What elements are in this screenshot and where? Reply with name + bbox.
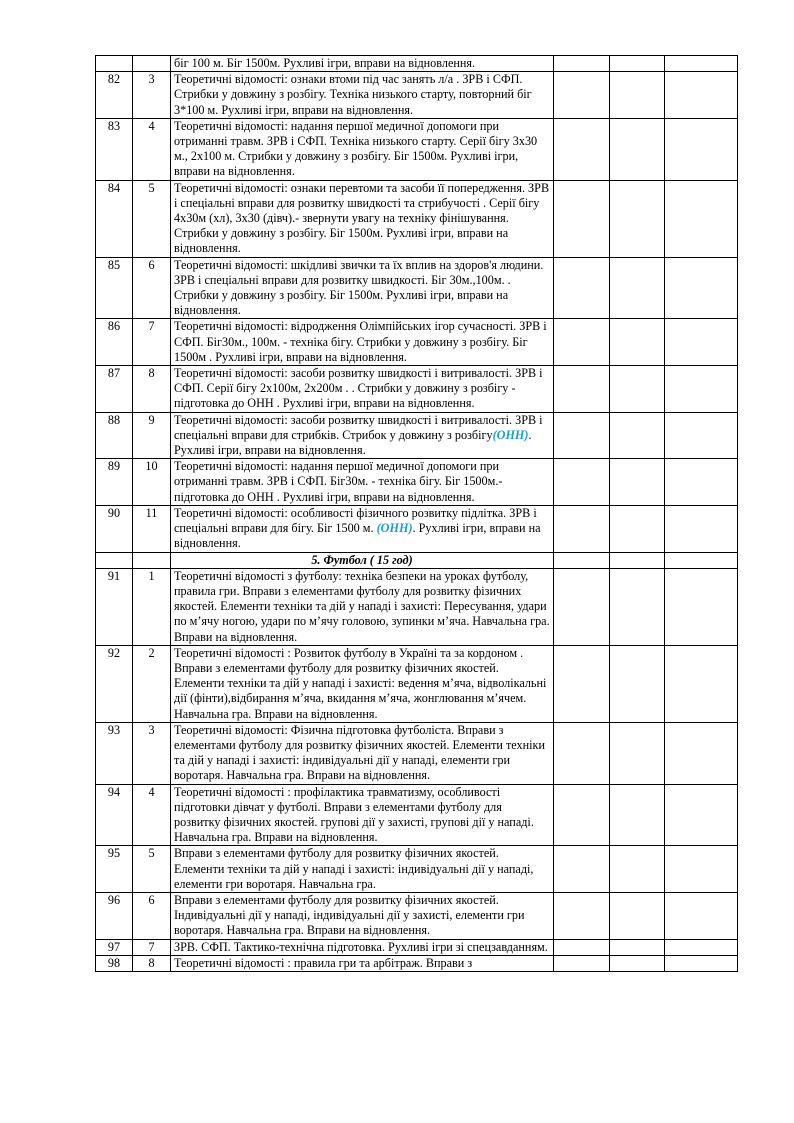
lesson-number: 93: [96, 722, 133, 784]
lesson-content-cell: [171, 180, 554, 257]
date-cell: [554, 505, 610, 552]
topic-lesson-cell: [133, 56, 171, 72]
lesson-content: Теоретичні відомості: шкідливі звички та їх вплив на здоров'я людини. ЗРВ і спеціальні вправи для розвитку швидкості. Біг 30м.,100м. . Стрибки у довжину з розбігу. Біг 1500м. Рухливі ігри, вправи на відновлення.: [174, 257, 544, 318]
lesson-number: 83: [96, 118, 133, 180]
date-cell: [610, 180, 665, 257]
note-cell: [665, 645, 738, 722]
topic-lesson-number: 1: [133, 568, 171, 645]
note-cell: [665, 118, 738, 180]
table-row: [96, 180, 738, 257]
date-cell: [554, 722, 610, 784]
lesson-content-cell: [171, 955, 554, 971]
lesson-content: Теоретичні відомості з футболу: техніка безпеки на уроках футболу, правила гри. Вправи з елементами футболу для розвитку фізичних якостей. Елементи техніки та дій у нападі і захисті: Пересування, удари по м’ячу ногою, удари по м’ячу головою, зупинки м’яча. Навчальна гра. Вправи на відновлення.: [174, 568, 550, 644]
lesson-content-cell: [171, 319, 554, 366]
topic-lesson-number: 8: [133, 366, 171, 413]
lesson-content-cell: [171, 939, 554, 955]
topic-lesson-number: 3: [133, 722, 171, 784]
lesson-number: 97: [96, 939, 133, 955]
date-cell: [554, 784, 610, 846]
topic-lesson-number: 7: [133, 319, 171, 366]
lesson-content-cell: [171, 412, 554, 459]
lesson-content-cell: [171, 366, 554, 413]
date-cell: [554, 939, 610, 955]
lesson-content-cell: [171, 722, 554, 784]
lesson-content: Теоретичні відомості : правила гри та арбітраж. Вправи з: [174, 955, 473, 970]
topic-lesson-number: 11: [133, 505, 171, 552]
lesson-number: 85: [96, 257, 133, 319]
lesson-number: 87: [96, 366, 133, 413]
topic-lesson-cell: [133, 552, 171, 568]
table-row: [96, 118, 738, 180]
note-cell: [665, 568, 738, 645]
onn-marker: (ОНН): [376, 521, 413, 536]
date-cell: [610, 722, 665, 784]
note-cell: [665, 319, 738, 366]
lesson-content-cell: [171, 257, 554, 319]
topic-lesson-number: 7: [133, 939, 171, 955]
lesson-content: Теоретичні відомості: засоби розвитку швидкості і витривалості. ЗРВ і СФП. Серії бігу 2х100м, 2х200м . . Стрибки у довжину з розбігу - підготовка до ОНН . Рухливі ігри, вправи на відновлення.: [174, 366, 543, 411]
date-cell: [554, 645, 610, 722]
lesson-content-cell: [171, 892, 554, 939]
lesson-number: 91: [96, 568, 133, 645]
lesson-content-part: Теоретичні відомості: засоби розвитку швидкості і витривалості. ЗРВ і спеціальні вправи для стрибків. Стрибок у довжину з розбігу: [174, 412, 543, 442]
date-cell: [554, 412, 610, 459]
topic-lesson-number: 8: [133, 955, 171, 971]
topic-lesson-number: 4: [133, 784, 171, 846]
topic-lesson-number: 4: [133, 118, 171, 180]
date-cell: [610, 366, 665, 413]
lesson-content: біг 100 м. Біг 1500м. Рухливі ігри, вправи на відновлення.: [174, 56, 476, 70]
lesson-number-cell: [96, 56, 133, 72]
lesson-plan-page: [95, 55, 738, 972]
table-row: [96, 72, 738, 119]
note-cell: [665, 846, 738, 893]
lesson-number-cell: [96, 552, 133, 568]
note-cell: [665, 552, 738, 568]
note-cell: [665, 366, 738, 413]
lesson-plan-table: [95, 55, 738, 972]
date-cell: [554, 892, 610, 939]
lesson-content: Теоретичні відомості : профілактика травматизму, особливості підготовки дівчат у футболі. Вправи з елементами футболу для розвитку фізичних якостей. групові дії у захисті, групові дії у нападі. Навчальна гра. Вправи на відновлення.: [174, 784, 534, 845]
table-row: [96, 56, 738, 72]
date-cell: [610, 955, 665, 971]
section-title: 5. Футбол ( 15 год): [171, 552, 554, 568]
note-cell: [665, 56, 738, 72]
date-cell: [610, 645, 665, 722]
lesson-number: 86: [96, 319, 133, 366]
topic-lesson-number: 9: [133, 412, 171, 459]
note-cell: [665, 180, 738, 257]
lesson-content-cell: [171, 56, 554, 72]
table-row: [96, 939, 738, 955]
date-cell: [554, 319, 610, 366]
table-row: [96, 892, 738, 939]
note-cell: [665, 722, 738, 784]
lesson-content-cell: [171, 846, 554, 893]
table-row: [96, 412, 738, 459]
note-cell: [665, 459, 738, 506]
topic-lesson-number: 6: [133, 257, 171, 319]
lesson-content-cell: [171, 72, 554, 119]
date-cell: [610, 552, 665, 568]
date-cell: [610, 56, 665, 72]
onn-marker: (ОНН): [492, 427, 529, 442]
lesson-content-part: . Рухливі ігри, вправи на відновлення.: [174, 427, 532, 458]
lesson-number: 96: [96, 892, 133, 939]
date-cell: [554, 180, 610, 257]
date-cell: [610, 257, 665, 319]
table-row: [96, 722, 738, 784]
table-row: [96, 459, 738, 506]
lesson-number: 95: [96, 846, 133, 893]
table-row: [96, 505, 738, 552]
date-cell: [610, 72, 665, 119]
lesson-number: 92: [96, 645, 133, 722]
lesson-number: 90: [96, 505, 133, 552]
lesson-content-cell: [171, 118, 554, 180]
lesson-number: 89: [96, 459, 133, 506]
lesson-content: Теоретичні відомості: Фізична підготовка футболіста. Вправи з елементами футболу для розвитку фізичних якостей. Елементи техніки та дій у нападі і захисті: індивідуальні дії у нападі, елементи гри воротаря. Навчальна гра. Вправи на відновлення.: [174, 722, 546, 783]
topic-lesson-number: 2: [133, 645, 171, 722]
note-cell: [665, 505, 738, 552]
lesson-number: 84: [96, 180, 133, 257]
note-cell: [665, 892, 738, 939]
date-cell: [554, 955, 610, 971]
table-row: [96, 645, 738, 722]
table-row: [96, 784, 738, 846]
date-cell: [610, 505, 665, 552]
lesson-number: 94: [96, 784, 133, 846]
date-cell: [610, 939, 665, 955]
date-cell: [610, 568, 665, 645]
topic-lesson-number: 6: [133, 892, 171, 939]
lesson-number: 88: [96, 412, 133, 459]
note-cell: [665, 72, 738, 119]
date-cell: [554, 366, 610, 413]
lesson-content: Теоретичні відомості: надання першої медичної допомоги при отриманні травм. ЗРВ і СФП. Техніка низького старту. Серії бігу 3х30 м., 2х100 м. Стрибки у довжину з розбігу. Біг 1500м. Рухливі ігри, вправи на відновлення.: [174, 118, 538, 179]
lesson-content: [174, 413, 550, 459]
topic-lesson-number: 5: [133, 180, 171, 257]
section-header-row: [96, 552, 738, 568]
lesson-number: 98: [96, 955, 133, 971]
lesson-content: Вправи з елементами футболу для розвитку фізичних якостей. Індивідуальні дії у нападі, індивідуальні дії у захисті, елементи гри воротаря. Навчальна гра. Вправи на відновлення.: [174, 892, 525, 938]
note-cell: [665, 955, 738, 971]
note-cell: [665, 412, 738, 459]
date-cell: [554, 846, 610, 893]
topic-lesson-number: 5: [133, 846, 171, 893]
date-cell: [554, 257, 610, 319]
table-row: [96, 955, 738, 971]
date-cell: [554, 568, 610, 645]
date-cell: [610, 846, 665, 893]
date-cell: [554, 72, 610, 119]
table-row: [96, 257, 738, 319]
date-cell: [554, 56, 610, 72]
lesson-content: Теоретичні відомості: ознаки втоми під час занять л/а . ЗРВ і СФП. Стрибки у довжину з розбігу. Техніка низького старту, повторний біг 3*100 м. Рухливі ігри, вправи на відновлення.: [174, 72, 532, 117]
date-cell: [610, 412, 665, 459]
lesson-content: Теоретичні відомості: відродження Олімпійських ігор сучасності. ЗРВ і СФП. Біг30м., 100м. - техніка бігу. Стрибки у довжину з розбігу. Біг 1500м . Рухливі ігри, вправи на відновлення.: [174, 319, 547, 364]
lesson-content: Теоретичні відомості: надання першої медичної допомоги при отриманні травм. ЗРВ і СФП. Біг30м. - техніка бігу. Біг 1500м.- підготовка до ОНН . Рухливі ігри, вправи на відновлення.: [174, 459, 503, 504]
date-cell: [554, 118, 610, 180]
date-cell: [610, 319, 665, 366]
table-row: [96, 846, 738, 893]
lesson-content-cell: [171, 568, 554, 645]
topic-lesson-number: 10: [133, 459, 171, 506]
lesson-content-cell: [171, 645, 554, 722]
lesson-content-cell: [171, 459, 554, 506]
date-cell: [610, 459, 665, 506]
date-cell: [610, 118, 665, 180]
date-cell: [610, 784, 665, 846]
note-cell: [665, 784, 738, 846]
table-row: [96, 319, 738, 366]
table-row: [96, 568, 738, 645]
note-cell: [665, 939, 738, 955]
topic-lesson-number: 3: [133, 72, 171, 119]
lesson-content-cell: [171, 505, 554, 552]
lesson-content: ЗРВ. СФП. Тактико-технічна підготовка. Рухливі ігри зі спецзавданням.: [174, 939, 548, 954]
lesson-content: Вправи з елементами футболу для розвитку фізичних якостей. Елементи техніки та дій у нападі і захисті: індивідуальні дії у нападі, елементи гри воротаря. Навчальна гра.: [174, 846, 534, 891]
note-cell: [665, 257, 738, 319]
lesson-number: 82: [96, 72, 133, 119]
lesson-content-part: . Рухливі ігри, вправи на відновлення.: [174, 521, 541, 551]
lesson-content-part: Теоретичні відомості: особливості фізичного розвитку підлітка. ЗРВ і спеціальні вправи для бігу. Біг 1500 м.: [174, 505, 537, 536]
lesson-content: Теоретичні відомості : Розвиток футболу в Україні та за кордоном . Вправи з елементами футболу для розвитку фізичних якостей. Елементи техніки та дій у нападі і захисті: ведення м’яча, відволікальні дії (фінти),відбирання м’яча, вкидання м’яча, жонглювання м’ячем. Навчальна гра. Вправи на відновлення.: [174, 645, 547, 721]
date-cell: [554, 552, 610, 568]
lesson-content-cell: [171, 784, 554, 846]
date-cell: [610, 892, 665, 939]
lesson-content: Теоретичні відомості: ознаки перевтоми та засоби її попередження. ЗРВ і спеціальні вправи для розвитку швидкості та стрибучості . Серії бігу 4х30м (хл), 3х30 (дівч).- звернути увагу на техніку фінішування. Стрибки у довжину з розбігу. Біг 1500м. Рухливі ігри, вправи на відновлення.: [174, 180, 550, 256]
date-cell: [554, 459, 610, 506]
table-row: [96, 366, 738, 413]
lesson-content: [174, 506, 550, 552]
